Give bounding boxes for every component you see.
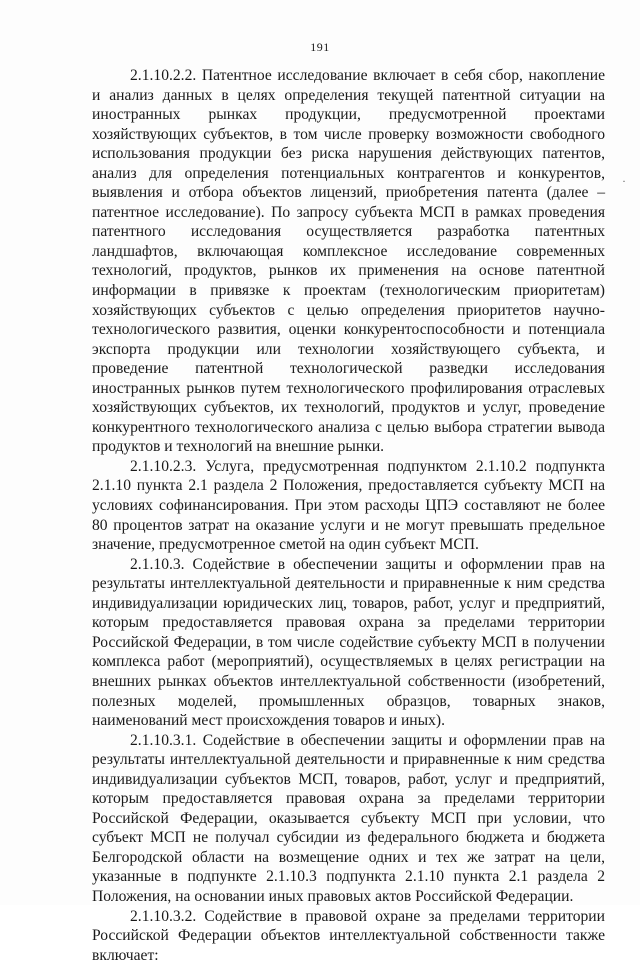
margin-mark: · bbox=[622, 174, 626, 188]
document-body bbox=[92, 66, 605, 965]
paragraph-2-1-10-3-1: 2.1.10.3.1. Содействие в обеспечении защиты и оформлении прав на результаты интеллектуальной деятельности и приравненные к ним средства индивидуализации субъектов МСП, товаров, работ, услуг и предприятий, которым предоставляется правовая охрана за пределами территории Российской Федерации, оказывается субъекту МСП при условии, что субъект МСП не получал субсидии из федерального бюджета и бюджета Белгородской области на возмещение одних и тех же затрат на цели, указанные в подпункте 2.1.10.3 подпункта 2.1.10 пункта 2.1 раздела 2 Положения, на основании иных правовых актов Российской Федерации. bbox=[92, 731, 605, 905]
page-number: 191 bbox=[310, 40, 330, 54]
paragraph-2-1-10-2-2: 2.1.10.2.2. Патентное исследование включает в себя сбор, накопление и анализ данных в целях определения текущей патентной ситуации на иностранных рынках продукции, предусмотренной проектами хозяйствующих субъектов, в том числе проверку возможности свободного использования продукции без риска нарушения действующих патентов, анализ для определения потенциальных контрагентов и конкурентов, выявления и отбора объектов лицензий, приобретения патента (далее – патентное исследование). По запросу субъекта МСП в рамках проведения патентного исследования осуществляется разработка патентных ландшафтов, включающая комплексное исследование современных технологий, продуктов, рынков их применения на основе патентной информации в привязке к проектам (технологическим приоритетам) хозяйствующих субъектов с целью определения приоритетов научно-технологического развития, оценки конкурентоспособности и потенциала экспорта продукции или технологии хозяйствующего субъекта, и проведение патентной технологической разведки исследования иностранных рынков путем технологического профилирования отраслевых хозяйствующих субъектов, их технологий, продуктов и услуг, проведение конкурентного технологического анализа с целью выбора стратегии вывода продуктов и технологий на внешние рынки. bbox=[92, 67, 605, 456]
paragraph-2-1-10-2-3: 2.1.10.2.3. Услуга, предусмотренная подпунктом 2.1.10.2 подпункта 2.1.10 пункта 2.1 раздела 2 Положения, предоставляется субъекту МСП на условиях софинансирования. При этом расходы ЦПЭ составляют не более 80 процентов затрат на оказание услуги и не могут превышать предельное значение, предусмотренное сметой на один субъект МСП. bbox=[92, 457, 605, 554]
paragraph-2-1-10-3: 2.1.10.3. Содействие в обеспечении защиты и оформлении прав на результаты интеллектуальной деятельности и приравненные к ним средства индивидуализации юридических лиц, товаров, работ, услуг и предприятий, которым предоставляется правовая охрана за пределами территории Российской Федерации, в том числе содействие субъекту МСП в получении комплекса работ (мероприятий), осуществляемых в целях регистрации на внешних рынках объектов интеллектуальной собственности (изобретений, полезных моделей, промышленных образцов, товарных знаков, наименований мест происхождения товаров и иных). bbox=[92, 555, 605, 730]
paragraph-2-1-10-3-2: 2.1.10.3.2. Содействие в правовой охране за пределами территории Российской Федерации объектов интеллектуальной собственности также включает: bbox=[92, 907, 605, 964]
